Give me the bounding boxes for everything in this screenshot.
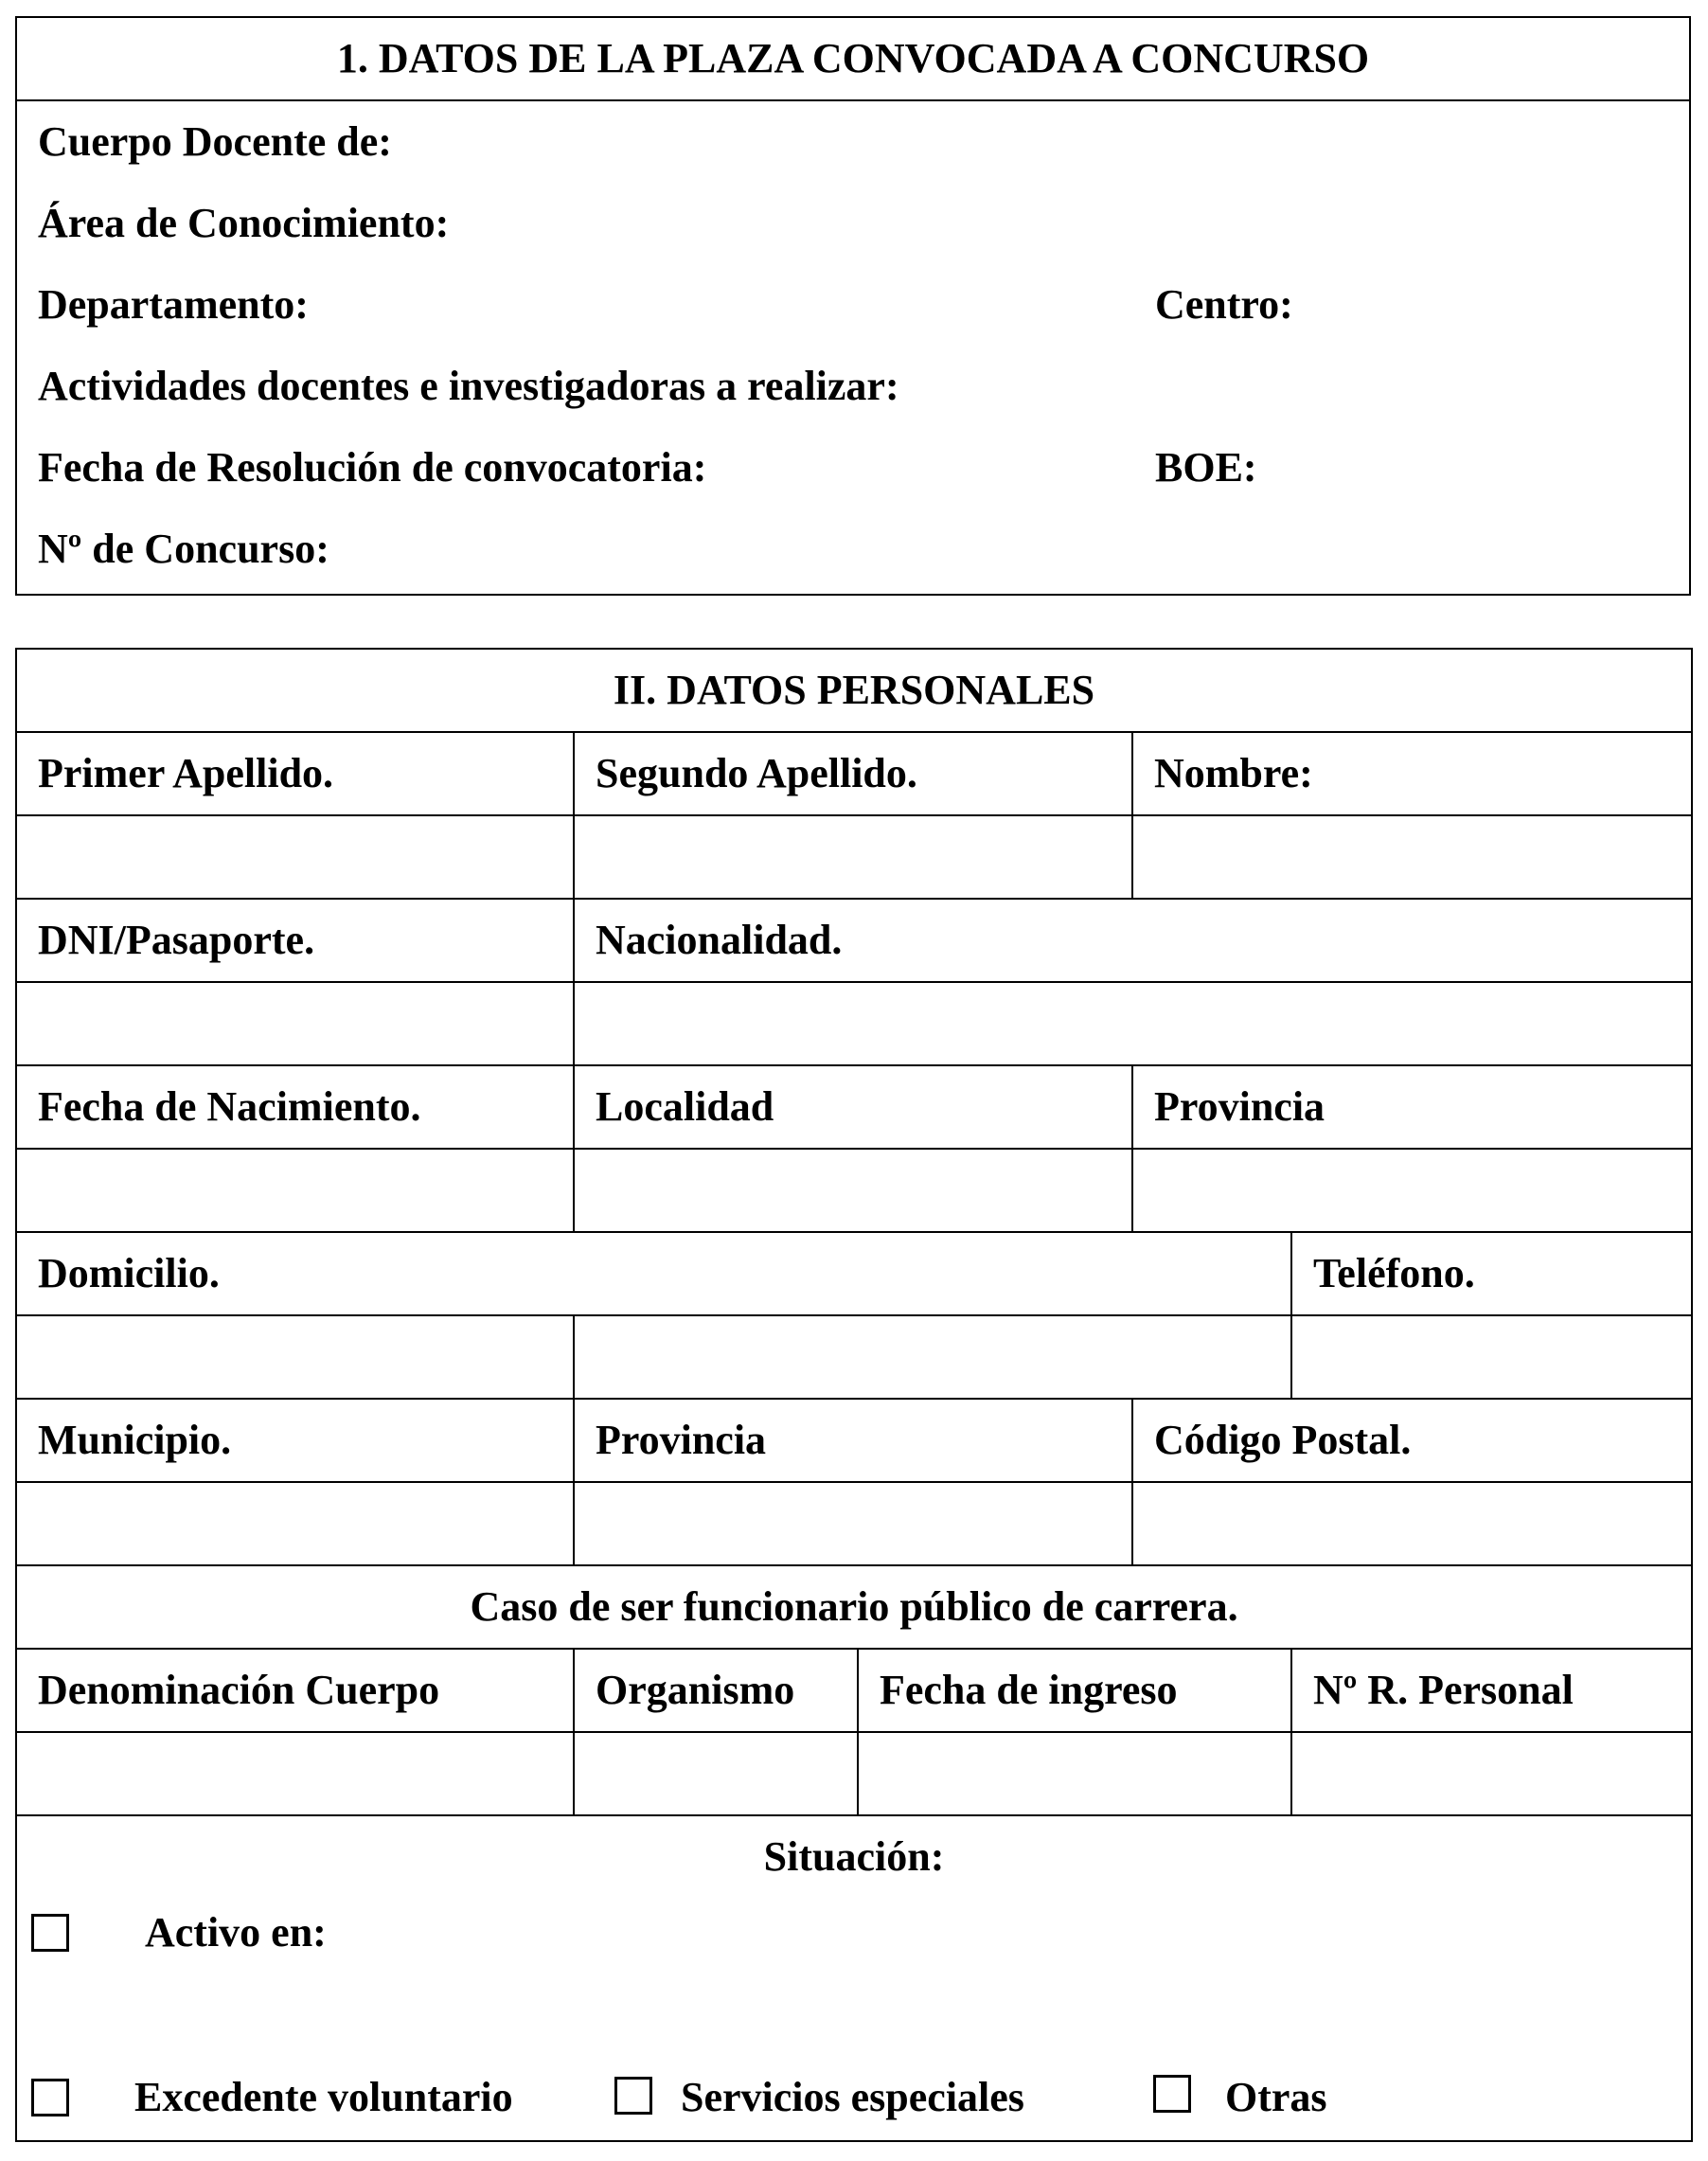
label-centro: Centro: — [1155, 281, 1293, 328]
label-fecha-resolucion: Fecha de Resolución de convocatoria: — [38, 444, 707, 491]
input-localidad[interactable] — [574, 1149, 1132, 1232]
input-organismo[interactable] — [574, 1732, 858, 1815]
field-area[interactable] — [38, 183, 1668, 264]
checkbox-servicios-especiales[interactable] — [614, 2077, 652, 2115]
funcionario-title: Caso de ser funcionario público de carrera. — [16, 1565, 1692, 1649]
label-localidad: Localidad — [574, 1065, 1132, 1149]
input-nombre[interactable] — [1132, 815, 1692, 899]
field-fecha-resolucion[interactable] — [38, 427, 1668, 509]
input-nacionalidad[interactable] — [574, 982, 1692, 1065]
label-segundo-apellido: Segundo Apellido. — [574, 732, 1132, 815]
field-departamento[interactable] — [38, 264, 1668, 346]
label-nacionalidad: Nacionalidad. — [574, 899, 1692, 982]
input-domicilio-1[interactable] — [16, 1315, 574, 1399]
label-provincia-nacimiento: Provincia — [1132, 1065, 1692, 1149]
label-boe: BOE: — [1155, 444, 1257, 491]
situacion-block — [16, 1815, 1692, 2141]
label-otras: Otras — [1225, 2074, 1327, 2120]
label-denominacion: Denominación Cuerpo — [16, 1649, 574, 1732]
input-provincia-nacimiento[interactable] — [1132, 1149, 1692, 1232]
section1-body — [16, 100, 1690, 595]
label-primer-apellido: Primer Apellido. — [16, 732, 574, 815]
checkbox-excedente[interactable] — [31, 2079, 69, 2116]
field-num-concurso[interactable] — [38, 509, 1668, 590]
checkbox-activo[interactable] — [31, 1914, 69, 1952]
input-primer-apellido[interactable] — [16, 815, 574, 899]
label-num-concurso: Nº de Concurso: — [38, 526, 329, 572]
input-fecha-ingreso[interactable] — [858, 1732, 1291, 1815]
situacion-title: Situación: — [763, 1833, 945, 1880]
label-activo: Activo en: — [145, 1909, 327, 1956]
label-departamento: Departamento: — [38, 281, 309, 328]
label-telefono: Teléfono. — [1291, 1232, 1692, 1315]
label-provincia-domicilio: Provincia — [574, 1399, 1132, 1482]
input-domicilio-2[interactable] — [574, 1315, 1291, 1399]
label-servicios-especiales: Servicios especiales — [681, 2074, 1024, 2120]
label-municipio: Municipio. — [16, 1399, 574, 1482]
label-dni: DNI/Pasaporte. — [16, 899, 574, 982]
label-codigo-postal: Código Postal. — [1132, 1399, 1692, 1482]
checkbox-otras[interactable] — [1153, 2075, 1191, 2113]
input-municipio[interactable] — [16, 1482, 574, 1565]
label-fecha-nacimiento: Fecha de Nacimiento. — [16, 1065, 574, 1149]
input-dni[interactable] — [16, 982, 574, 1065]
section1-title: 1. DATOS DE LA PLAZA CONVOCADA A CONCURSO — [16, 17, 1690, 100]
label-actividades: Actividades docentes e investigadoras a realizar: — [38, 363, 899, 409]
label-fecha-ingreso: Fecha de ingreso — [858, 1649, 1291, 1732]
input-codigo-postal[interactable] — [1132, 1482, 1692, 1565]
label-domicilio: Domicilio. — [16, 1232, 1291, 1315]
label-cuerpo: Cuerpo Docente de: — [38, 118, 392, 165]
label-organismo: Organismo — [574, 1649, 858, 1732]
label-nrp: Nº R. Personal — [1291, 1649, 1692, 1732]
label-excedente: Excedente voluntario — [134, 2074, 513, 2120]
section-datos-personales — [15, 648, 1693, 2142]
input-nrp[interactable] — [1291, 1732, 1692, 1815]
section2-title: II. DATOS PERSONALES — [16, 649, 1692, 732]
input-fecha-nacimiento[interactable] — [16, 1149, 574, 1232]
section-plaza-convocada — [15, 16, 1691, 596]
input-segundo-apellido[interactable] — [574, 815, 1132, 899]
label-nombre: Nombre: — [1132, 732, 1692, 815]
input-telefono[interactable] — [1291, 1315, 1692, 1399]
input-provincia-domicilio[interactable] — [574, 1482, 1132, 1565]
field-cuerpo-docente[interactable] — [38, 101, 1668, 183]
label-area: Área de Conocimiento: — [38, 200, 450, 246]
input-denominacion[interactable] — [16, 1732, 574, 1815]
field-actividades[interactable] — [38, 346, 1668, 427]
